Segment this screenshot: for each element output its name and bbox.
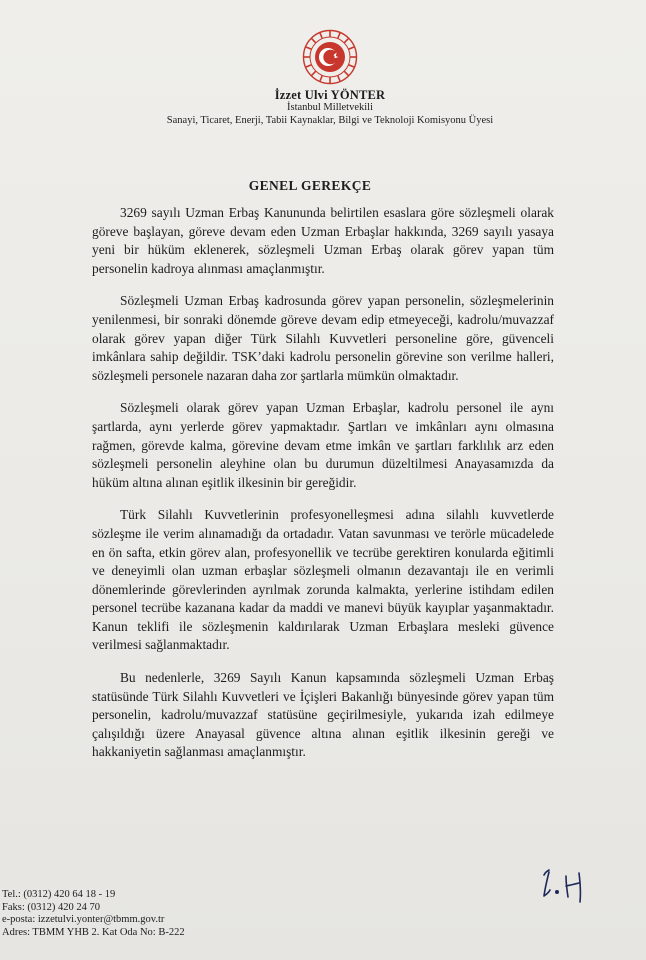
deputy-name: İzzet Ulvi YÖNTER — [274, 88, 386, 102]
handwritten-initials — [538, 864, 590, 904]
contact-fax: Faks: (0312) 420 24 70 — [2, 901, 100, 913]
deputy-role: İstanbul Milletvekili — [286, 102, 374, 113]
commission-membership: Sanayi, Ticaret, Enerji, Tabii Kaynaklar, Bilgi ve Teknoloji Komisyonu Üyesi — [166, 115, 494, 126]
paragraph-2: Sözleşmeli Uzman Erbaş kadrosunda görev yapan personelin, sözleşmelerinin yenilenmesi, bir sonraki dönemde göreve devam edip etmeyeceği, kadrolu/muvazzaf olarak görev yapan diğer Türk Silahlı Kuvvetleri personeline göre, güvenceli imkânlara sahip değildir. TSK’daki kadrolu personelin görevine son verilme halleri, sözleşmeli personele nazaran daha zor şartlarla mümkün olmaktadır. — [92, 293, 554, 383]
paragraph-1: 3269 sayılı Uzman Erbaş Kanununda belirtilen esaslara göre sözleşmeli olarak göreve başlayan, göreve devam eden Uzman Erbaşlar hakkında, 3269 sayılı yasaya yeni bir hüküm eklenerek, sözleşmeli Uzman Erbaş olarak görev yapan tüm personelin kadroya alınması amaçlanmıştır. — [92, 205, 554, 276]
paragraph-5: Bu nedenlerle, 3269 Sayılı Kanun kapsamında sözleşmeli Uzman Erbaş statüsünde Türk Silahlı Kuvvetleri ve İçişleri Bakanlığı bünyesinde görev yapan tüm personelin, kadrolu/muvazzaf statüsüne geçirilmesiyle, yukarıda izah edilmeye çalışıldığı üzere Anayasal güvence altına alınan eşitlik ilkesinin gereği ve hakkaniyetin sağlanması amaçlanmıştır. — [92, 670, 554, 760]
contact-info — [2, 889, 185, 939]
document-body — [92, 204, 554, 776]
document-title: GENEL GEREKÇE — [248, 178, 372, 193]
contact-phone: Tel.: (0312) 420 64 18 - 19 — [2, 889, 116, 900]
contact-address: Adres: TBMM YHB 2. Kat Oda No: B-222 — [2, 926, 185, 938]
contact-email: e-posta: izzetulvi.yonter@tbmm.gov.tr — [2, 914, 165, 926]
tbmm-emblem-icon — [302, 29, 358, 85]
paragraph-3: Sözleşmeli olarak görev yapan Uzman Erbaşlar, kadrolu personel ile aynı şartlarda, aynı yerlerde görev yapmaktadır. Şartları ve imkânları aynı olmasına rağmen, görevde kalma, görevine devam etme imkân ve şartları farklılık arz eden sözleşmeli personelin aleyhine olan bu durumun düzeltilmesi Anayasamızda da hüküm altına alınan eşitlik ilkesinin bir gereğidir. — [92, 400, 554, 490]
paragraph-4: Türk Silahlı Kuvvetlerinin profesyonelleşmesi adına silahlı kuvvetlerde sözleşme ile verim alınamadığı da ortadadır. Vatan savunması ve terörle mücadelede en ön safta, etkin görev alan, profesyonellik ve tecrübe gerektiren konularda eğitimli ve deneyimli olan uzman erbaşlar sözleşmeli olmanın dezavantajı ile en verimli dönemlerinde görevlerinden ayrılmak zorunda kalmakta, yerlerine istihdam edilen personel tecrübe kazanana kadar da maddi ve manevi büyük kayıplar yaşanmaktadır. Kanun teklifi ile sözleşmenin kaldırılarak Uzman Erbaşlara mesleki güvence verilmesi sağlanmaktadır. — [92, 507, 554, 653]
